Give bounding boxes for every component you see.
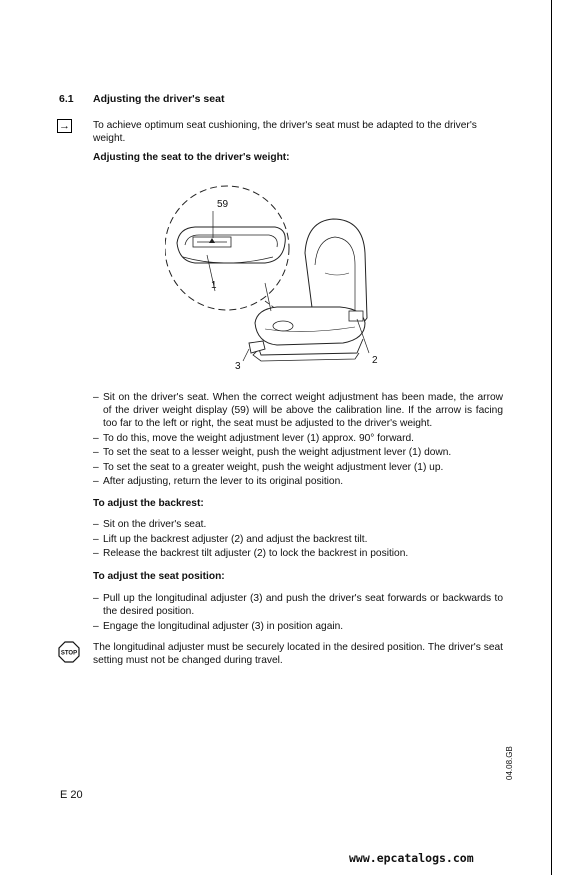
section-title: Adjusting the driver's seat xyxy=(93,93,225,105)
list-item: – Engage the longitudinal adjuster (3) in position again. xyxy=(93,620,344,632)
position-steps-list xyxy=(93,592,503,634)
section-number: 6.1 xyxy=(59,93,74,105)
list-item: – To set the seat to a lesser weight, push the weight adjustment lever (1) down. xyxy=(93,447,452,458)
page-edge-rule xyxy=(551,0,552,875)
footer-url[interactable]: www.epcatalogs.com xyxy=(349,851,474,865)
list-item: – Sit on the driver's seat. When the correct weight adjustment has been made, the arrow of the driver weight display (59) will be above the calibration line. If the arrow is facing too far to the left or right, the seat must be adjusted to the driver's weight. xyxy=(93,392,503,429)
figure-callout-1: 1 xyxy=(211,280,217,291)
weight-heading: Adjusting the seat to the driver's weight: xyxy=(93,152,290,163)
list-item: – To set the seat to a greater weight, push the weight adjustment lever (1) up. xyxy=(93,461,444,473)
list-item: – Lift up the backrest adjuster (2) and adjust the backrest tilt. xyxy=(93,533,368,545)
list-item: – To do this, move the weight adjustment lever (1) approx. 90° forward. xyxy=(93,432,414,444)
stop-sign-label: STOP xyxy=(60,650,78,657)
position-heading: To adjust the seat position: xyxy=(93,571,225,582)
figure-callout-2: 2 xyxy=(372,355,378,366)
list-item: – Pull up the longitudinal adjuster (3) and push the driver's seat forwards or backwards to the desired position. xyxy=(93,593,503,617)
stop-sign-icon xyxy=(58,641,80,668)
stop-note: The longitudinal adjuster must be securely located in the desired position. The driver's seat setting must not be changed during travel. xyxy=(93,642,503,666)
document-code: 04.08.GB xyxy=(505,746,514,780)
weight-steps-list xyxy=(93,391,503,490)
intro-text: To achieve optimum seat cushioning, the driver's seat must be adapted to the driver's weight. xyxy=(93,120,477,144)
seat-figure xyxy=(165,183,385,383)
arrow-right-box-icon: → xyxy=(59,119,70,132)
backrest-steps-list xyxy=(93,518,503,562)
page-number: E 20 xyxy=(60,789,83,801)
backrest-heading: To adjust the backrest: xyxy=(93,498,204,509)
figure-callout-3: 3 xyxy=(235,361,241,372)
list-item: – Sit on the driver's seat. xyxy=(93,519,207,530)
figure-callout-display: 59 xyxy=(217,199,229,210)
list-item: – Release the backrest tilt adjuster (2) to lock the backrest in position. xyxy=(93,548,409,559)
list-item: – After adjusting, return the lever to its original position. xyxy=(93,476,344,487)
